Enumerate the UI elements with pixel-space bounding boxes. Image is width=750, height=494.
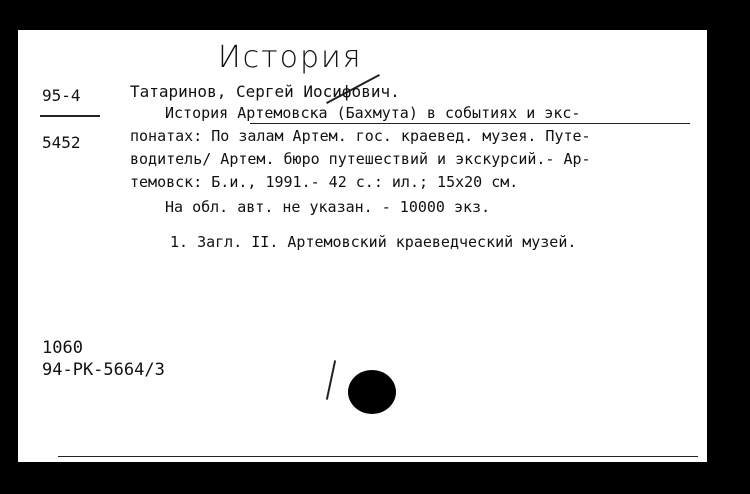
title-line-1: История Артемовска (Бахмута) в событиях и экс- [165,104,581,122]
title-line-4: темовск: Б.и., 1991.- 42 с.: ил.; 15х20 см. [130,173,519,191]
title-line-2: понатах: По залам Артем. гос. краевед. музея. Путе- [130,127,591,145]
title-line-3: водитель/ Артем. бюро путешествий и экскурсий.- Ар- [130,150,591,168]
handwritten-note: История [218,40,363,75]
subject-line: 1. Загл. II. Артемовский краеведческий музей. [170,233,577,251]
ink-blot [348,370,396,414]
title-underline [250,123,690,124]
blot-mark [326,360,336,400]
call-number-underline [40,115,100,117]
card-bottom-rule [58,456,698,457]
accession-number: 1060 [42,338,83,358]
scan-edge [18,462,707,472]
catalog-card [18,30,707,462]
record-number: 94-РК-5664/3 [42,360,165,380]
note-line: На обл. авт. не указан. - 10000 экз. [165,198,491,216]
author-line: Татаринов, Сергей Иосифович. [130,82,400,101]
call-number-top: 95-4 [42,86,81,105]
call-number-bottom: 5452 [42,133,81,152]
